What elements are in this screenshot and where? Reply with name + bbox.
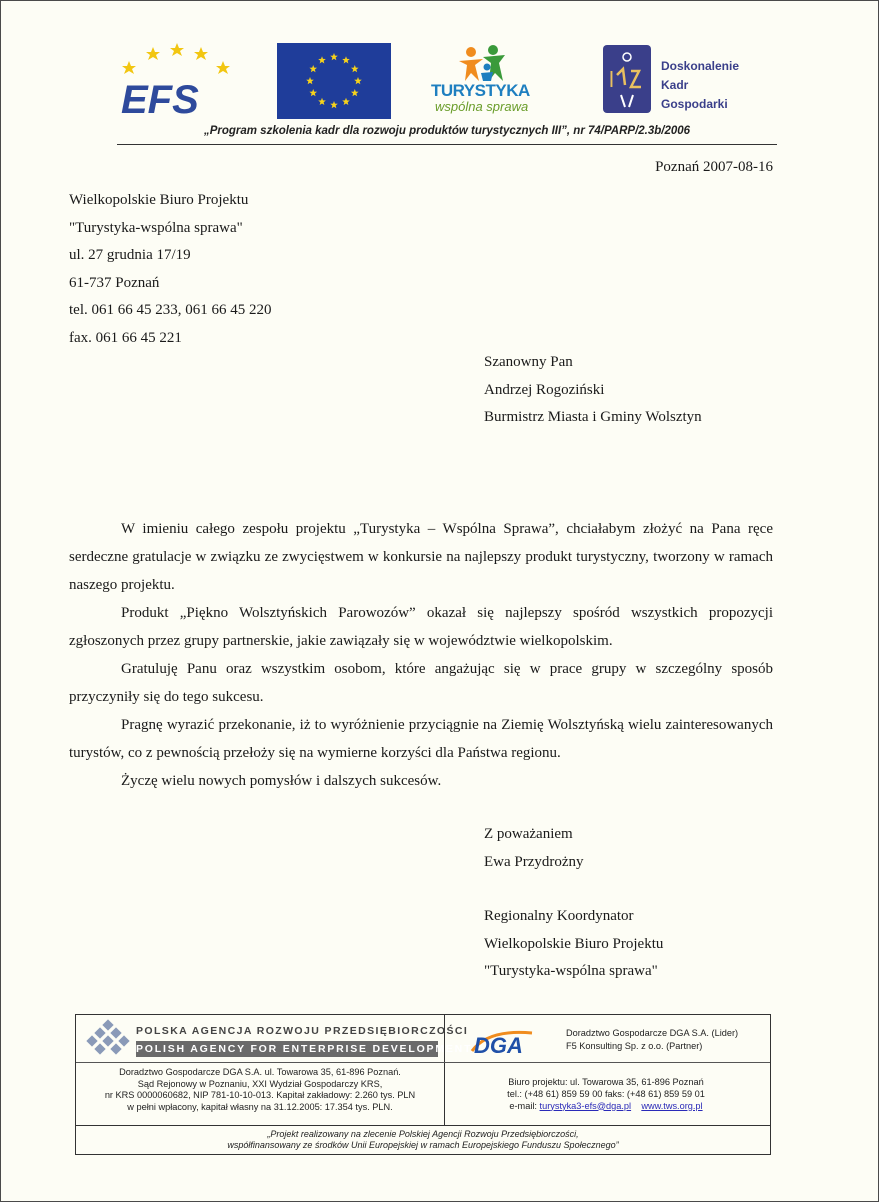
- funding-note-line: współfinansowany ze środków Unii Europejskiej w ramach Europejskiego Funduszu Społecznego”: [227, 1140, 619, 1150]
- funding-note: [76, 1129, 770, 1151]
- office-line: Biuro projektu: ul. Towarowa 35, 61-896 Poznań: [508, 1077, 704, 1087]
- turystyka-figures-icon: [429, 43, 541, 83]
- funding-note-line: „Projekt realizowany na zlecenie Polskiej Agencji Rozwoju Przedsiębiorczości,: [267, 1129, 579, 1139]
- footer-divider-bottom: [76, 1125, 770, 1126]
- partner-line: Doradztwo Gospodarcze DGA S.A. (Lider): [566, 1028, 739, 1038]
- program-title: „Program szkolenia kadr dla rozwoju produktów turystycznych III”, nr 74/PARP/2.3b/2006: [203, 125, 691, 137]
- efs-logo-text: EFS: [121, 78, 199, 117]
- registration-line: Sąd Rejonowy w Poznaniu, XXI Wydział Gospodarczy KRS,: [137, 1078, 383, 1089]
- parp-logo-icon: [86, 1019, 134, 1059]
- header-divider: [117, 144, 777, 145]
- office-line: tel.: (+48 61) 859 59 00 faks: (+48 61) 859 59 01: [507, 1088, 705, 1099]
- recipient-line: Andrzej Rogoziński: [484, 381, 605, 398]
- dkg-logo-text: [661, 57, 739, 114]
- svg-text:l: l: [609, 67, 614, 92]
- dkg-line: Doskonalenie: [661, 59, 740, 73]
- dkg-logo: [603, 45, 763, 117]
- footer-parp-section: [76, 1015, 473, 1125]
- recipient-line: Burmistrz Miasta i Gminy Wolsztyn: [484, 409, 702, 425]
- sender-line: "Turystyka-wspólna sprawa": [69, 219, 243, 236]
- dga-partners: [566, 1027, 738, 1052]
- dkg-line: Gospodarki: [661, 97, 728, 111]
- registration-line: nr KRS 0000060682, NIP 781-10-10-013. Kapitał zakładowy: 2.260 tys. PLN: [104, 1090, 416, 1101]
- sender-line: 61-737 Poznań: [69, 274, 160, 291]
- body-paragraph: W imieniu całego zespołu projektu „Turystyka – Wspólna Sprawa”, chciałabym złożyć na Pana ręce serdeczne gratulacje w związku ze zwycięstwem w konkursie na najlepszy produkt turystyczny, tworzony w ramach naszego projektu.: [69, 521, 773, 593]
- eu-flag-logo: [277, 43, 391, 119]
- letter-body: [69, 515, 773, 795]
- body-paragraph: Produkt „Piękno Wolsztyńskich Parowozów” okazał się najlepszy spośród wszystkich propozycji zgłoszonych przez grupy partnerskie, jakie zawiązały się w województwie wielkopolskim.: [69, 605, 773, 649]
- turystyka-logo-word: TURYSTYKA: [431, 81, 530, 100]
- letter-footer: [75, 1014, 771, 1155]
- parp-name-pl: POLSKA AGENCJA ROZWOJU PRZEDSIĘBIORCZOŚCI: [136, 1025, 469, 1037]
- sender-address: [69, 187, 272, 352]
- recipient-line: Szanowny Pan: [484, 354, 573, 370]
- signer-title-block: [484, 903, 663, 986]
- closing-block: [484, 821, 584, 876]
- email-link[interactable]: turystyka3-efs@dga.pl: [539, 1100, 632, 1111]
- dkg-line: Kadr: [661, 78, 689, 92]
- website-link[interactable]: www.tws.org.pl: [641, 1100, 703, 1111]
- registration-line: w pełni wpłacony, kapitał własny na 31.12.2005: 17.354 tys. PLN.: [127, 1101, 393, 1112]
- body-paragraph: Gratuluję Panu oraz wszystkim osobom, które angażując się w prace grupy w szczególny sposób przyczyniły się do tego sukcesu.: [69, 661, 773, 705]
- efs-logo: [119, 41, 239, 117]
- dga-logo-text: DGA: [474, 1033, 523, 1057]
- sender-line: tel. 061 66 45 233, 061 66 45 220: [69, 302, 272, 318]
- sender-line: fax. 061 66 45 221: [69, 329, 182, 346]
- parp-name-en: POLISH AGENCY FOR ENTERPRISE DEVELOPMENT: [136, 1043, 473, 1055]
- footer-divider: [76, 1062, 770, 1063]
- email-label: e-mail:: [509, 1100, 537, 1111]
- office-contact-line: [456, 1101, 756, 1113]
- sender-line: Wielkopolskie Biuro Projektu: [69, 192, 249, 208]
- signer-title-line: Wielkopolskie Biuro Projektu: [484, 935, 664, 952]
- dga-logo: [468, 1027, 536, 1057]
- project-office-info: [456, 1077, 756, 1112]
- body-paragraph: Pragnę wyrazić przekonanie, iż to wyróżnienie przyciągnie na Ziemię Wolsztyńską wielu zainteresowanych turystów, co z pewnością przełoży się na wymierne korzyści dla Państwa regionu.: [69, 717, 773, 761]
- body-paragraph: Życzę wielu nowych pomysłów i dalszych sukcesów.: [121, 773, 442, 789]
- letter-date: Poznań 2007-08-16: [655, 159, 773, 175]
- header-logos: [1, 41, 878, 121]
- partner-line: F5 Konsulting Sp. z o.o. (Partner): [566, 1040, 703, 1051]
- signer-title-line: Regionalny Koordynator: [484, 908, 634, 924]
- signer-title-line: "Turystyka-wspólna sprawa": [484, 963, 658, 979]
- turystyka-logo: [429, 43, 541, 119]
- dkg-emblem-icon: [603, 45, 651, 113]
- recipient-address: [484, 349, 702, 432]
- turystyka-logo-subtitle: wspólna sprawa: [435, 99, 529, 114]
- sender-line: ul. 27 grudnia 17/19: [69, 247, 191, 263]
- closing-line: Z poważaniem: [484, 826, 573, 842]
- signer-name: Ewa Przydrożny: [484, 853, 584, 870]
- registration-line: Doradztwo Gospodarcze DGA S.A. ul. Towarowa 35, 61-896 Poznań.: [119, 1067, 401, 1077]
- dga-registration-info: [76, 1067, 444, 1113]
